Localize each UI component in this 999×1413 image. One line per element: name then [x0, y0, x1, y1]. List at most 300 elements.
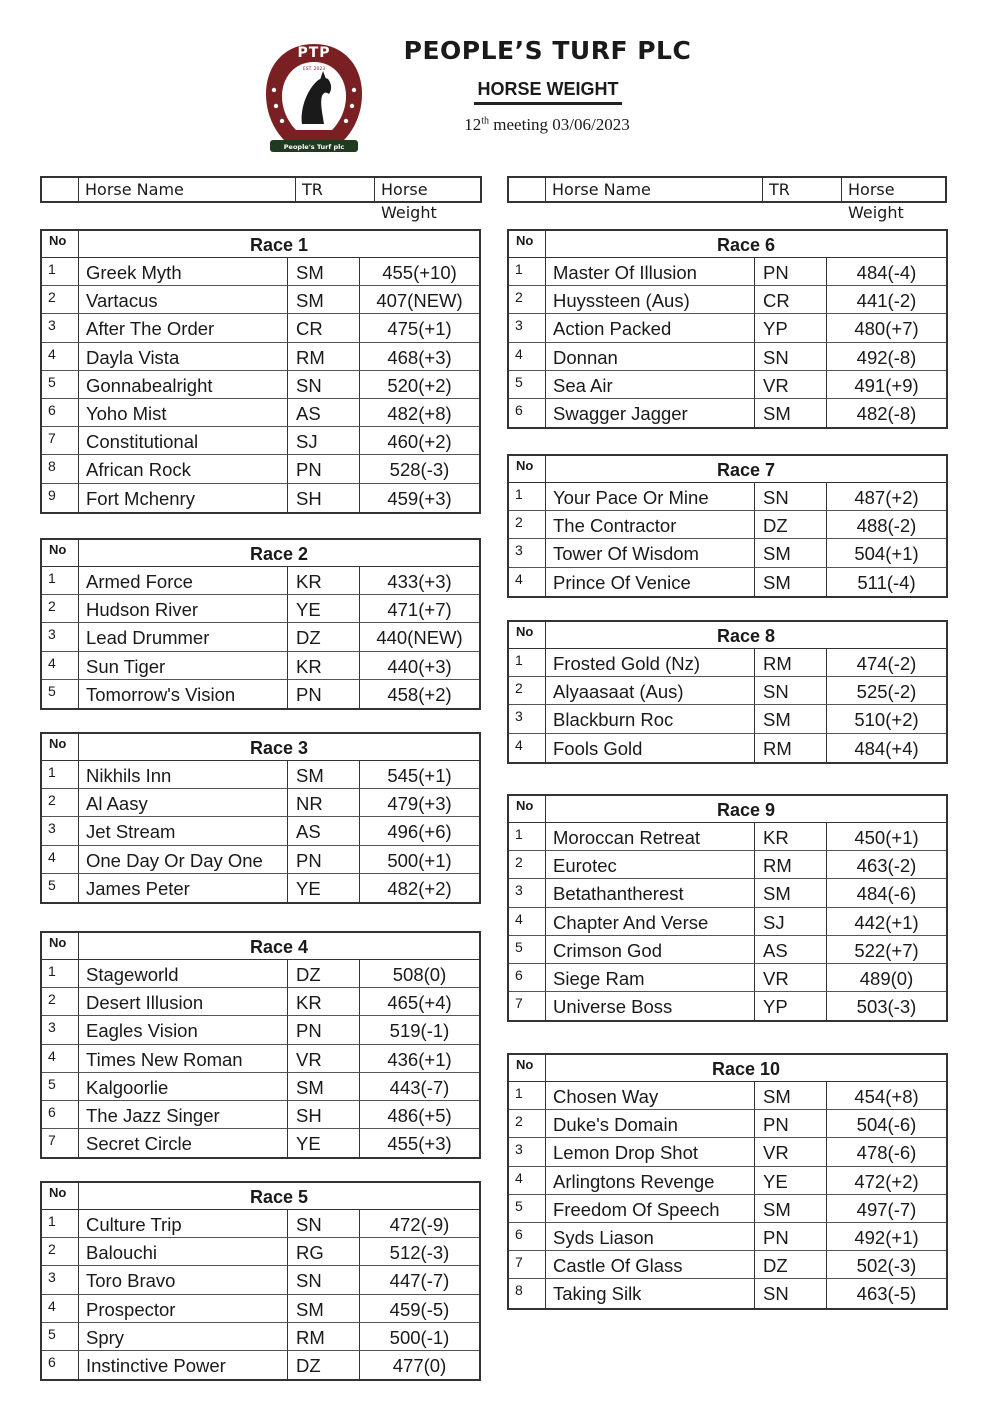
trainer-code: PN	[755, 1110, 827, 1137]
trainer-code: VR	[288, 1045, 360, 1072]
horse-weight: 443(-7)	[389, 1076, 450, 1098]
ptp-logo	[262, 40, 366, 156]
table-row	[42, 1045, 479, 1073]
horse-name: Huyssteen (Aus)	[546, 286, 755, 313]
trainer-code: VR	[755, 371, 827, 398]
row-number: 2	[42, 286, 79, 313]
race-title: Race 5	[249, 1187, 309, 1207]
no-label: No	[509, 1055, 546, 1081]
horse-weight: 500(+1)	[387, 849, 452, 871]
row-number: 6	[42, 1101, 79, 1128]
no-label: No	[42, 933, 79, 959]
table-row	[509, 539, 946, 567]
race-title: Race 2	[249, 544, 309, 564]
table-row	[509, 1279, 946, 1307]
horse-name: Frosted Gold (Nz)	[546, 649, 755, 676]
trainer-code: YE	[755, 1167, 827, 1194]
horse-weight: 492(-8)	[856, 346, 917, 368]
page-title: PEOPLE’S TURF PLC	[403, 36, 692, 65]
race-title: Race 6	[716, 235, 776, 255]
column-header-left	[40, 176, 482, 222]
table-row	[42, 680, 479, 708]
table-row	[509, 936, 946, 964]
horse-weight: 512(-3)	[389, 1242, 450, 1264]
horse-name: Greek Myth	[79, 258, 288, 285]
trainer-code: SM	[755, 568, 827, 596]
table-row	[42, 1210, 479, 1238]
row-number: 2	[509, 677, 546, 704]
row-number: 7	[509, 992, 546, 1020]
horse-name: Tower Of Wisdom	[546, 539, 755, 566]
horse-name: Castle Of Glass	[546, 1251, 755, 1278]
logo-est: EST. 2023	[302, 67, 326, 72]
horse-name: Gonnabealright	[79, 371, 288, 398]
horse-weight: 487(+2)	[854, 487, 919, 508]
horse-name: Sun Tiger	[79, 652, 288, 679]
horse-name: Syds Liason	[546, 1223, 755, 1250]
trainer-code: SN	[755, 1279, 827, 1307]
horse-name: Desert Illusion	[79, 988, 288, 1015]
table-row	[42, 455, 479, 483]
horse-weight: 504(+1)	[854, 543, 919, 565]
trainer-code: DZ	[755, 511, 827, 538]
horse-name: Vartacus	[79, 286, 288, 313]
horse-name: Jet Stream	[79, 817, 288, 844]
trainer-code: PN	[755, 258, 827, 285]
horse-weight: 528(-3)	[389, 459, 450, 481]
trainer-code: PN	[288, 455, 360, 482]
table-row	[509, 734, 946, 762]
trainer-code: PN	[755, 1223, 827, 1250]
horse-name: Your Pace Or Mine	[546, 483, 755, 510]
trainer-code: YE	[288, 1129, 360, 1157]
trainer-code: CR	[288, 314, 360, 341]
no-label: No	[509, 231, 546, 257]
race-table	[507, 454, 948, 598]
row-number: 2	[42, 789, 79, 816]
page-subtitle: HORSE WEIGHT	[474, 79, 622, 105]
horse-name: The Jazz Singer	[79, 1101, 288, 1128]
horse-name: James Peter	[79, 874, 288, 902]
horse-weight: 482(+2)	[387, 877, 452, 899]
row-number: 2	[42, 988, 79, 1015]
table-row	[42, 567, 479, 595]
race-table	[507, 1053, 948, 1310]
trainer-code: DZ	[288, 1351, 360, 1379]
table-row	[509, 483, 946, 511]
row-number: 3	[42, 623, 79, 650]
table-row	[42, 1351, 479, 1379]
table-row	[509, 879, 946, 907]
table-row	[509, 314, 946, 342]
horse-name: The Contractor	[546, 511, 755, 538]
race-header	[509, 456, 946, 483]
race-table	[40, 229, 481, 514]
horse-name: Constitutional	[79, 427, 288, 454]
trainer-code: SM	[755, 1082, 827, 1109]
race-header	[509, 231, 946, 258]
row-number: 5	[42, 1323, 79, 1350]
row-number: 4	[42, 652, 79, 679]
horse-weight: 478(-6)	[856, 1142, 917, 1164]
table-row	[42, 1129, 479, 1157]
row-number: 1	[42, 1210, 79, 1237]
horse-name: Donnan	[546, 343, 755, 370]
table-row	[509, 908, 946, 936]
trainer-code: KR	[755, 823, 827, 850]
horse-weight: 472(+2)	[854, 1170, 919, 1192]
row-number: 4	[42, 1045, 79, 1072]
horse-weight: 472(-9)	[389, 1214, 450, 1235]
row-number: 2	[509, 1110, 546, 1137]
horse-weight: 519(-1)	[389, 1020, 450, 1042]
horse-weight: 454(+8)	[854, 1086, 919, 1107]
horse-weight: 488(-2)	[856, 515, 917, 537]
table-row	[509, 964, 946, 992]
table-row	[509, 677, 946, 705]
row-number: 4	[509, 1167, 546, 1194]
trainer-code: YE	[288, 595, 360, 622]
horse-weight: 489(0)	[859, 967, 914, 989]
row-number: 2	[509, 286, 546, 313]
horse-weight: 508(0)	[392, 964, 447, 985]
trainer-code: CR	[755, 286, 827, 313]
race-header	[42, 734, 479, 761]
trainer-code: RG	[288, 1238, 360, 1265]
race-header	[509, 1055, 946, 1082]
table-row	[42, 761, 479, 789]
horse-name: Dayla Vista	[79, 343, 288, 370]
horse-name: Al Aasy	[79, 789, 288, 816]
horse-name: Nikhils Inn	[79, 761, 288, 788]
horse-weight: 471(+7)	[387, 599, 452, 621]
trainer-code: YP	[755, 314, 827, 341]
row-number: 2	[42, 595, 79, 622]
horse-name: Chapter And Verse	[546, 908, 755, 935]
trainer-code: PN	[288, 680, 360, 708]
horse-name: Spry	[79, 1323, 288, 1350]
row-number: 4	[509, 734, 546, 762]
horse-weight: 458(+2)	[387, 683, 452, 705]
horse-name: Universe Boss	[546, 992, 755, 1020]
horse-name: African Rock	[79, 455, 288, 482]
race-table	[40, 931, 481, 1159]
row-number: 4	[509, 568, 546, 596]
horse-weight: 502(-3)	[856, 1255, 917, 1277]
horse-weight: 484(-4)	[856, 262, 917, 283]
row-number: 8	[509, 1279, 546, 1307]
row-number: 1	[509, 649, 546, 676]
trainer-code: YP	[755, 992, 827, 1020]
header-tr: TR	[296, 178, 375, 201]
horse-weight: 407(NEW)	[376, 290, 463, 312]
trainer-code: SN	[288, 371, 360, 398]
table-row	[42, 484, 479, 512]
row-number: 5	[509, 371, 546, 398]
horse-name: Siege Ram	[546, 964, 755, 991]
horse-weight: 522(+7)	[854, 939, 919, 961]
header-tr: TR	[763, 178, 842, 201]
no-label: No	[42, 540, 79, 566]
trainer-code: SN	[755, 483, 827, 510]
horse-weight: 468(+3)	[387, 346, 452, 368]
horse-weight: 497(-7)	[856, 1198, 917, 1220]
horse-name: Lead Drummer	[79, 623, 288, 650]
horse-weight: 433(+3)	[387, 571, 452, 592]
trainer-code: KR	[288, 652, 360, 679]
row-number: 4	[509, 343, 546, 370]
table-row	[509, 992, 946, 1020]
row-number: 7	[42, 427, 79, 454]
table-row	[509, 1138, 946, 1166]
trainer-code: VR	[755, 1138, 827, 1165]
trainer-code: SM	[755, 705, 827, 732]
table-row	[42, 652, 479, 680]
row-number: 1	[42, 960, 79, 987]
horse-weight: 459(-5)	[389, 1298, 450, 1320]
table-row	[509, 343, 946, 371]
trainer-code: RM	[755, 649, 827, 676]
table-row	[509, 568, 946, 596]
horse-weight: 503(-3)	[856, 996, 917, 1018]
trainer-code: SM	[288, 1295, 360, 1322]
horse-name: Prospector	[79, 1295, 288, 1322]
horse-name: Swagger Jagger	[546, 399, 755, 427]
row-number: 3	[42, 314, 79, 341]
meeting-info: 12th meeting 03/06/2023	[464, 115, 630, 134]
row-number: 4	[42, 343, 79, 370]
table-row	[42, 595, 479, 623]
race-table	[507, 229, 948, 429]
trainer-code: RM	[755, 734, 827, 762]
table-row	[42, 1101, 479, 1129]
horse-name: Arlingtons Revenge	[546, 1167, 755, 1194]
trainer-code: SM	[755, 1195, 827, 1222]
trainer-code: SJ	[288, 427, 360, 454]
table-row	[509, 1082, 946, 1110]
table-row	[42, 258, 479, 286]
row-number: 2	[42, 1238, 79, 1265]
no-label: No	[509, 622, 546, 648]
horse-weight: 482(-8)	[856, 402, 917, 424]
race-table	[40, 1181, 481, 1381]
table-row	[509, 286, 946, 314]
horse-weight: 441(-2)	[856, 290, 917, 312]
trainer-code: SN	[288, 1210, 360, 1237]
trainer-code: RM	[288, 1323, 360, 1350]
race-header	[42, 1183, 479, 1210]
row-number: 6	[42, 399, 79, 426]
trainer-code: PN	[288, 846, 360, 873]
horse-weight: 475(+1)	[387, 318, 452, 340]
horse-name: Chosen Way	[546, 1082, 755, 1109]
horse-weight: 511(-4)	[857, 571, 916, 593]
race-table	[507, 794, 948, 1022]
table-row	[42, 988, 479, 1016]
trainer-code: DZ	[288, 623, 360, 650]
horse-name: Tomorrow's Vision	[79, 680, 288, 708]
horse-name: Kalgoorlie	[79, 1073, 288, 1100]
table-row	[42, 817, 479, 845]
table-row	[42, 846, 479, 874]
trainer-code: SM	[755, 879, 827, 906]
race-header	[509, 622, 946, 649]
column-header-right	[507, 176, 947, 222]
table-row	[42, 1238, 479, 1266]
race-header	[509, 796, 946, 823]
horse-name: Stageworld	[79, 960, 288, 987]
trainer-code: KR	[288, 988, 360, 1015]
horse-name: Moroccan Retreat	[546, 823, 755, 850]
horse-name: Fort Mchenry	[79, 484, 288, 512]
horse-name: Prince Of Venice	[546, 568, 755, 596]
row-number: 2	[509, 851, 546, 878]
row-number: 3	[509, 539, 546, 566]
row-number: 1	[42, 258, 79, 285]
row-number: 3	[42, 1266, 79, 1293]
table-row	[509, 1195, 946, 1223]
horse-weight: 460(+2)	[387, 431, 452, 453]
horse-weight: 463(-2)	[856, 855, 917, 877]
table-row	[42, 314, 479, 342]
row-number: 1	[509, 1082, 546, 1109]
race-header	[42, 231, 479, 258]
horse-weight: 436(+1)	[387, 1048, 452, 1070]
no-label: No	[42, 1183, 79, 1209]
row-number: 3	[509, 879, 546, 906]
row-number: 7	[42, 1129, 79, 1157]
horse-name: Action Packed	[546, 314, 755, 341]
row-number: 2	[509, 511, 546, 538]
horse-name: Taking Silk	[546, 1279, 755, 1307]
horse-weight: 450(+1)	[854, 827, 919, 848]
horse-weight: 442(+1)	[854, 911, 919, 933]
trainer-code: SH	[288, 1101, 360, 1128]
horse-weight: 440(NEW)	[376, 627, 463, 649]
table-row	[42, 1073, 479, 1101]
no-label: No	[509, 456, 546, 482]
horse-weight: 440(+3)	[387, 655, 452, 677]
horse-name: Crimson God	[546, 936, 755, 963]
row-number: 3	[42, 817, 79, 844]
table-row	[42, 1295, 479, 1323]
horse-name: Alyaasaat (Aus)	[546, 677, 755, 704]
table-row	[42, 960, 479, 988]
row-number: 3	[42, 1016, 79, 1043]
row-number: 5	[42, 1073, 79, 1100]
trainer-code: YE	[288, 874, 360, 902]
table-row	[509, 705, 946, 733]
header-horse-weight: Horse Weight	[848, 180, 904, 222]
trainer-code: AS	[755, 936, 827, 963]
race-header	[42, 540, 479, 567]
row-number: 5	[509, 936, 546, 963]
row-number: 1	[42, 761, 79, 788]
horse-weight: 525(-2)	[856, 681, 917, 703]
row-number: 6	[42, 1351, 79, 1379]
race-table	[507, 620, 948, 764]
row-number: 5	[42, 680, 79, 708]
race-title: Race 8	[716, 626, 776, 646]
horse-weight: 465(+4)	[387, 992, 452, 1014]
horse-weight: 447(-7)	[389, 1270, 450, 1292]
horse-name: Secret Circle	[79, 1129, 288, 1157]
horse-weight: 455(+3)	[387, 1133, 452, 1155]
horse-weight: 477(0)	[392, 1354, 447, 1376]
horse-name: Toro Bravo	[79, 1266, 288, 1293]
table-row	[42, 286, 479, 314]
horse-weight: 510(+2)	[854, 709, 919, 731]
race-header	[42, 933, 479, 960]
table-row	[509, 1251, 946, 1279]
table-row	[42, 371, 479, 399]
horse-name: Culture Trip	[79, 1210, 288, 1237]
table-row	[42, 1323, 479, 1351]
horse-name: Armed Force	[79, 567, 288, 594]
header-horse-name: Horse Name	[546, 178, 763, 201]
trainer-code: SN	[755, 677, 827, 704]
table-row	[509, 258, 946, 286]
race-table	[40, 732, 481, 904]
horse-name: Fools Gold	[546, 734, 755, 762]
horse-weight: 480(+7)	[854, 318, 919, 340]
table-row	[42, 623, 479, 651]
horse-name: Instinctive Power	[79, 1351, 288, 1379]
row-number: 6	[509, 399, 546, 427]
trainer-code: SM	[288, 761, 360, 788]
row-number: 4	[509, 908, 546, 935]
horse-weight: 484(+4)	[854, 737, 919, 759]
horse-name: Hudson River	[79, 595, 288, 622]
trainer-code: SM	[288, 286, 360, 313]
table-row	[509, 649, 946, 677]
horse-name: Lemon Drop Shot	[546, 1138, 755, 1165]
horse-name: Duke's Domain	[546, 1110, 755, 1137]
table-row	[42, 789, 479, 817]
table-row	[42, 1016, 479, 1044]
row-number: 1	[42, 567, 79, 594]
horse-name: Eagles Vision	[79, 1016, 288, 1043]
race-title: Race 1	[249, 235, 309, 255]
horse-weight: 496(+6)	[387, 821, 452, 843]
horse-name: Master Of Illusion	[546, 258, 755, 285]
row-number: 4	[42, 1295, 79, 1322]
horse-name: One Day Or Day One	[79, 846, 288, 873]
row-number: 1	[509, 483, 546, 510]
row-number: 6	[509, 1223, 546, 1250]
logo-banner: People's Turf plc	[283, 143, 345, 151]
row-number: 8	[42, 455, 79, 482]
row-number: 1	[509, 823, 546, 850]
table-row	[509, 511, 946, 539]
horse-weight: 482(+8)	[387, 402, 452, 424]
no-label: No	[42, 734, 79, 760]
row-number: 9	[42, 484, 79, 512]
horse-name: After The Order	[79, 314, 288, 341]
trainer-code: SM	[755, 399, 827, 427]
trainer-code: KR	[288, 567, 360, 594]
row-number: 3	[509, 705, 546, 732]
trainer-code: AS	[288, 817, 360, 844]
row-number: 1	[509, 258, 546, 285]
trainer-code: RM	[288, 343, 360, 370]
trainer-code: SH	[288, 484, 360, 512]
trainer-code: SN	[288, 1266, 360, 1293]
horse-weight: 545(+1)	[387, 765, 452, 786]
horse-name: Eurotec	[546, 851, 755, 878]
horse-weight: 520(+2)	[387, 374, 452, 396]
table-row	[42, 343, 479, 371]
